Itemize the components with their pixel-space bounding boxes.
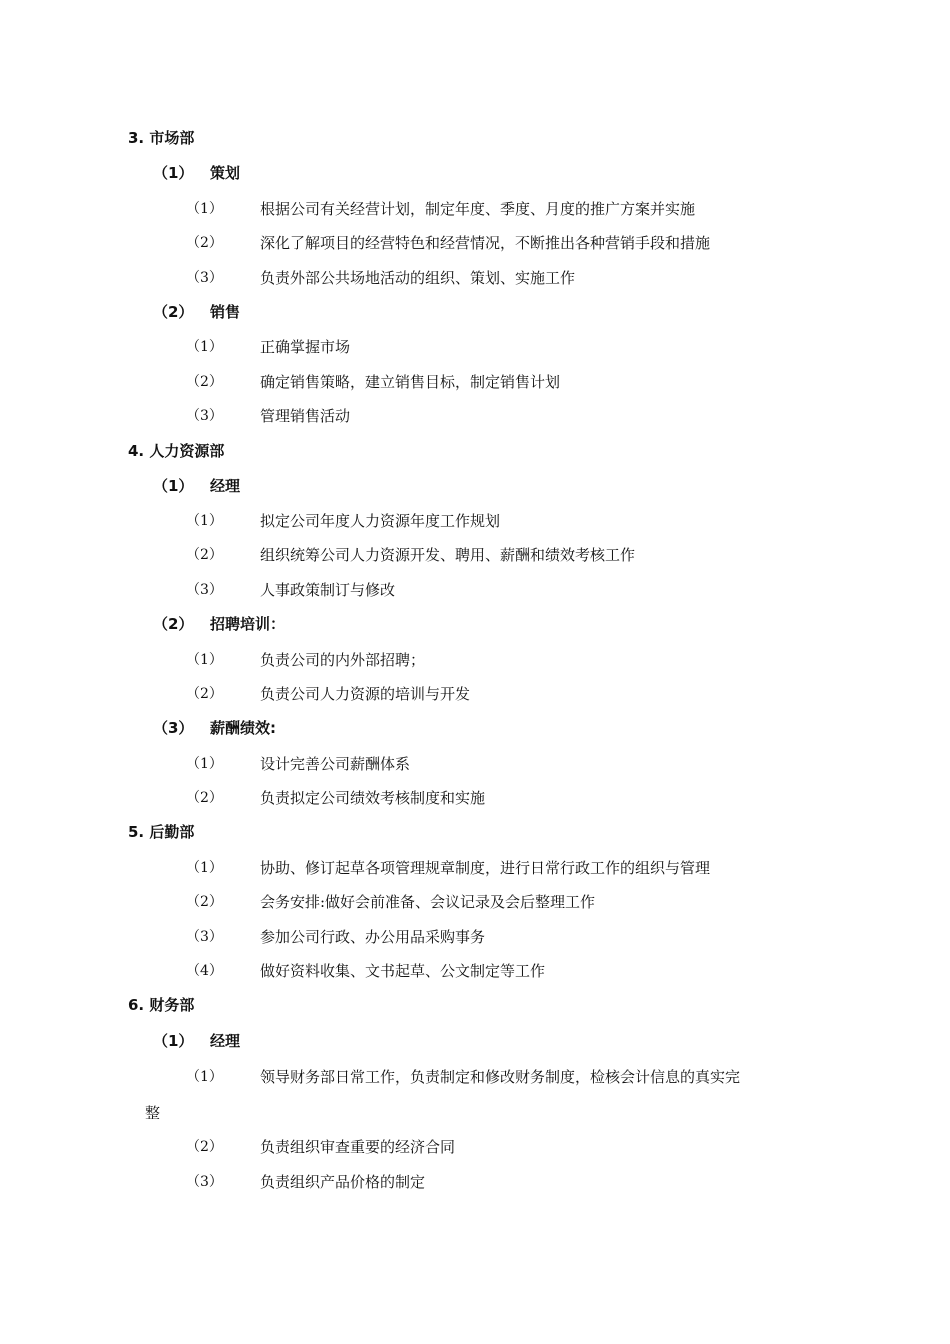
subsection-label: 策划 (210, 164, 241, 182)
item-number: （1） (186, 756, 223, 772)
section-heading: 4. 人力资源部 (128, 442, 225, 460)
item-number: （1） (186, 513, 223, 529)
item-number: （3） (186, 270, 223, 286)
item-text: 负责组织产品价格的制定 (260, 1173, 426, 1191)
subsection-label: 销售 (210, 303, 241, 321)
subsection-number: （3） (153, 719, 194, 737)
item-text: 参加公司行政、办公用品采购事务 (260, 928, 486, 946)
item-text: 组织统筹公司人力资源开发、聘用、薪酬和绩效考核工作 (260, 546, 636, 564)
item-text-continuation: 整 (145, 1104, 161, 1122)
subsection-label: 经理 (210, 477, 241, 495)
item-number: （1） (186, 201, 223, 217)
item-number: （2） (186, 235, 223, 251)
item-text: 人事政策制订与修改 (260, 581, 396, 599)
item-text: 负责公司人力资源的培训与开发 (260, 685, 471, 703)
item-text: 负责公司的内外部招聘； (260, 651, 426, 669)
subsection-label: 招聘培训： (210, 615, 286, 633)
item-text: 会务安排:做好会前准备、会议记录及会后整理工作 (260, 893, 596, 911)
item-number: （2） (186, 894, 223, 910)
item-number: （3） (186, 582, 223, 598)
subsection-number: （2） (153, 303, 194, 321)
item-number: （1） (186, 652, 223, 668)
item-text: 深化了解项目的经营特色和经营情况，不断推出各种营销手段和措施 (260, 234, 711, 252)
item-number: （2） (186, 790, 223, 806)
item-number: （1） (186, 339, 223, 355)
item-text: 拟定公司年度人力资源年度工作规划 (260, 512, 501, 530)
item-text: 设计完善公司薪酬体系 (260, 755, 411, 773)
item-text: 确定销售策略，建立销售目标，制定销售计划 (260, 373, 561, 391)
subsection-number: （1） (153, 164, 194, 182)
item-number: （4） (186, 963, 223, 979)
item-text: 根据公司有关经营计划，制定年度、季度、月度的推广方案并实施 (260, 200, 696, 218)
item-number: （2） (186, 547, 223, 563)
item-text: 做好资料收集、文书起草、公文制定等工作 (260, 962, 546, 980)
subsection-number: （2） (153, 615, 194, 633)
item-number: （1） (186, 1069, 223, 1085)
subsection-number: （1） (153, 1032, 194, 1050)
subsection-number: （1） (153, 477, 194, 495)
item-number: （3） (186, 929, 223, 945)
item-number: （2） (186, 686, 223, 702)
item-number: （2） (186, 374, 223, 390)
item-text: 领导财务部日常工作，负责制定和修改财务制度，检核会计信息的真实完 (260, 1068, 741, 1086)
item-text: 负责组织审查重要的经济合同 (260, 1138, 456, 1156)
section-heading: 3. 市场部 (128, 129, 195, 147)
subsection-label: 薪酬绩效: (210, 719, 276, 737)
item-text: 管理销售活动 (260, 407, 351, 425)
item-text: 负责外部公共场地活动的组织、策划、实施工作 (260, 269, 576, 287)
subsection-label: 经理 (210, 1032, 241, 1050)
item-number: （3） (186, 408, 223, 424)
section-heading: 5. 后勤部 (128, 823, 195, 841)
item-text: 正确掌握市场 (260, 338, 351, 356)
item-text: 负责拟定公司绩效考核制度和实施 (260, 789, 486, 807)
item-number: （2） (186, 1139, 223, 1155)
item-text: 协助、修订起草各项管理规章制度，进行日常行政工作的组织与管理 (260, 859, 711, 877)
section-heading: 6. 财务部 (128, 996, 195, 1014)
item-number: （3） (186, 1174, 223, 1190)
item-number: （1） (186, 860, 223, 876)
